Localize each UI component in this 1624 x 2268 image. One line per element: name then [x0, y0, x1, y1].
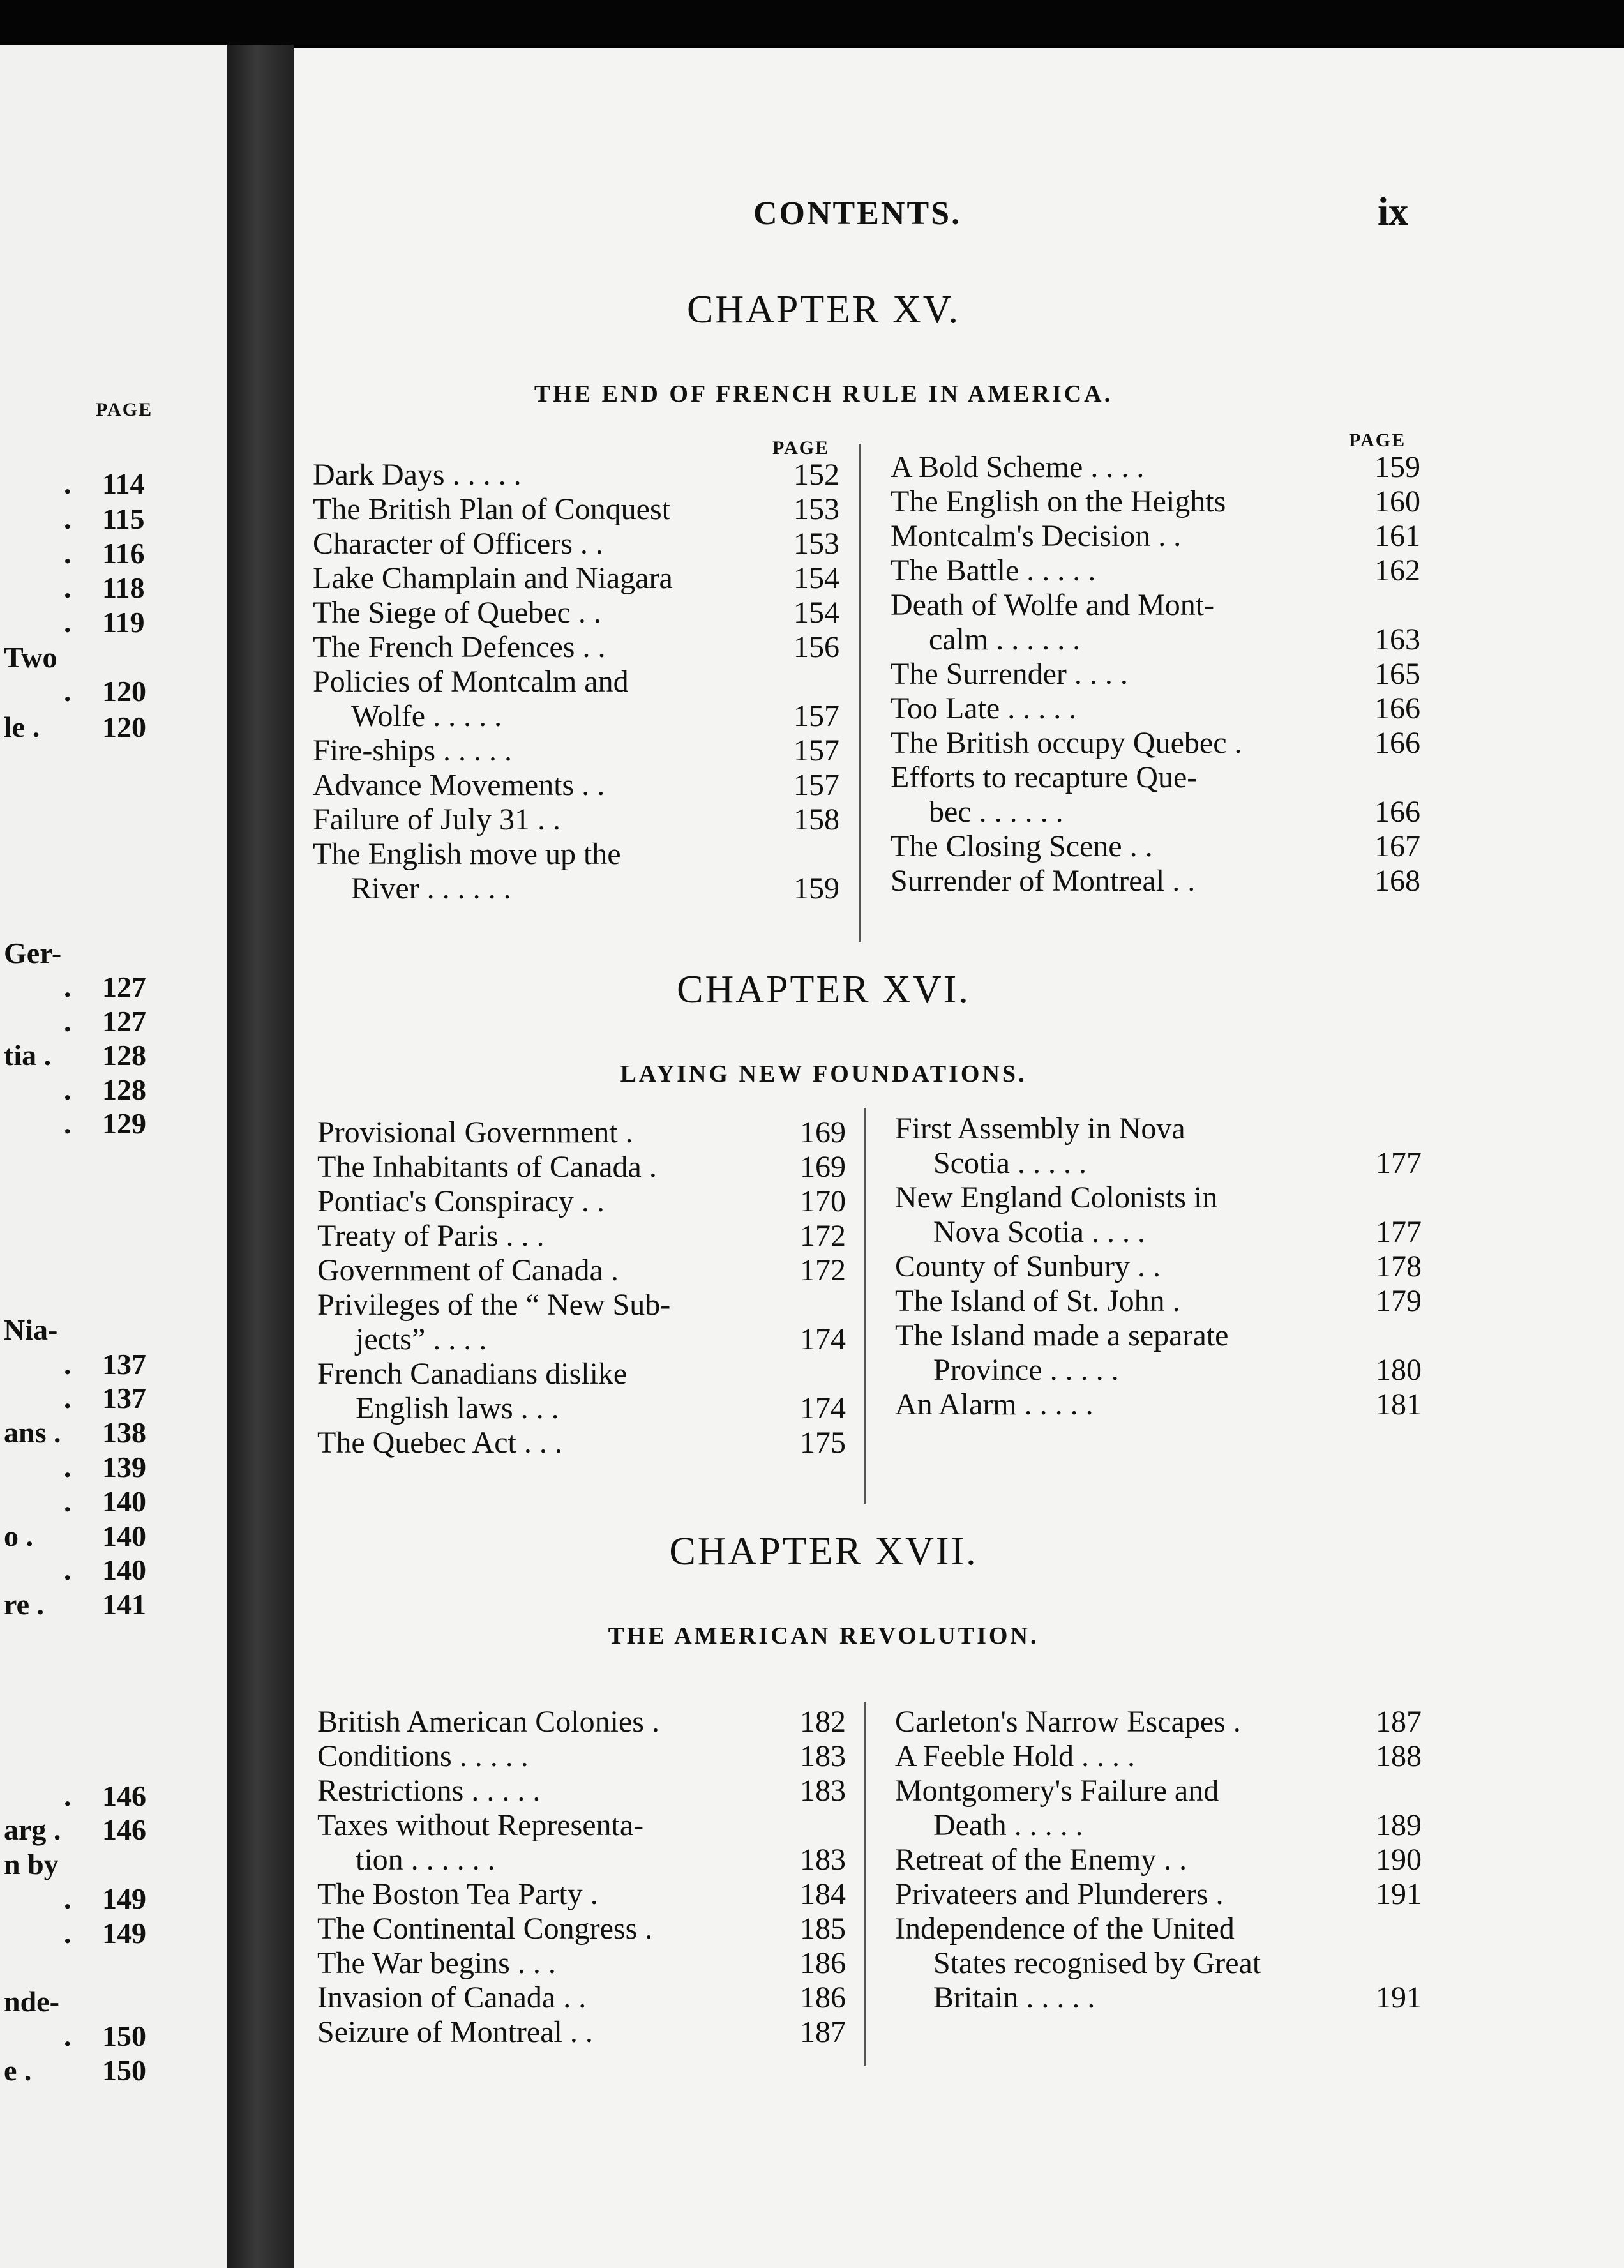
toc-entry-title: The Surrender . . . .: [891, 657, 1128, 691]
toc-entry: [313, 803, 839, 837]
toc-entry: [313, 768, 839, 803]
toc-entry-title: Privileges of the “ New Sub-: [317, 1288, 671, 1322]
left-page-line-number: 149: [102, 1917, 146, 1949]
toc-entry: [317, 1219, 846, 1253]
toc-entry-page-number: 170: [800, 1184, 846, 1218]
toc-entry-title: Montgomery's Failure and: [895, 1774, 1219, 1808]
left-page-line-text: .: [64, 606, 71, 639]
toc-entry-title-continued: Britain . . . . .: [933, 1981, 1095, 2015]
toc-entry: [317, 1253, 846, 1288]
toc-entry: [317, 1426, 846, 1460]
toc-entry-title: Restrictions . . . . .: [317, 1774, 541, 1808]
toc-entry: [313, 665, 839, 734]
toc-entry: [317, 1739, 846, 1774]
toc-entry: [313, 458, 839, 492]
toc-entry: [891, 485, 1420, 519]
toc-entry-page-number: 186: [800, 1981, 846, 2015]
chapter-16-column-divider: [864, 1108, 866, 1504]
toc-entry-title: The English move up the: [313, 837, 621, 871]
toc-entry-page-number: 161: [1374, 519, 1420, 553]
toc-entry: [891, 657, 1420, 692]
toc-entry-title-continued: States recognised by Great: [933, 1946, 1261, 1980]
toc-entry-title: The Siege of Quebec . .: [313, 596, 601, 630]
left-page-line-text: .: [64, 1073, 71, 1106]
toc-entry-page-number: 174: [800, 1322, 846, 1356]
toc-entry: [313, 630, 839, 665]
left-page-line-text: arg .: [4, 1813, 61, 1846]
toc-entry: [317, 2015, 846, 2050]
toc-entry: [891, 829, 1420, 864]
toc-entry-page-number: 166: [1374, 795, 1420, 829]
left-page-line-text: .: [64, 1554, 71, 1586]
toc-entry-title: Policies of Montcalm and: [313, 665, 629, 699]
chapter-17-column-divider: [864, 1702, 866, 2066]
toc-entry-page-number: 159: [1374, 450, 1420, 484]
toc-entry-title: Lake Champlain and Niagara: [313, 561, 673, 595]
toc-entry-page-number: 169: [800, 1115, 846, 1149]
toc-entry-page-number: 153: [793, 527, 839, 561]
toc-entry-title-continued: jects” . . . .: [356, 1322, 487, 1356]
toc-entry-page-number: 189: [1376, 1808, 1422, 1842]
toc-entry-title: Government of Canada .: [317, 1253, 619, 1287]
left-page-line-text: .: [64, 467, 71, 500]
left-page-line-number: 120: [102, 711, 146, 743]
toc-entry-title: The Continental Congress .: [317, 1912, 653, 1946]
toc-entry-page-number: 183: [800, 1739, 846, 1773]
toc-entry-page-number: 165: [1374, 657, 1420, 691]
toc-entry-page-number: 167: [1374, 829, 1420, 863]
toc-entry-title: Taxes without Representa-: [317, 1808, 644, 1842]
toc-entry-page-number: 179: [1376, 1284, 1422, 1318]
toc-entry-title: The French Defences . .: [313, 630, 606, 664]
left-page-line-text: Nia-: [4, 1313, 58, 1346]
left-page-line-number: 138: [102, 1416, 146, 1449]
toc-entry-page-number: 187: [1376, 1705, 1422, 1739]
toc-entry-title-continued: Scotia . . . . .: [933, 1146, 1086, 1180]
toc-entry-page-number: 191: [1376, 1877, 1422, 1911]
left-page-line-text: o .: [4, 1520, 33, 1552]
toc-entry-title-continued: Death . . . . .: [933, 1808, 1083, 1842]
left-page-line-number: 149: [102, 1882, 146, 1915]
toc-entry: [891, 450, 1420, 485]
left-page-line-number: 141: [102, 1588, 146, 1621]
left-page-line-number: 146: [102, 1780, 146, 1812]
toc-entry: [313, 561, 839, 596]
toc-entry: [313, 527, 839, 561]
toc-entry-title-continued: English laws . . .: [356, 1391, 559, 1425]
toc-entry: [317, 1357, 846, 1426]
toc-entry: [317, 1705, 846, 1739]
toc-entry-page-number: 160: [1374, 485, 1420, 518]
left-page-line-number: 137: [102, 1348, 146, 1380]
toc-entry-title: The Island of St. John .: [895, 1284, 1180, 1318]
toc-entry-page-number: 185: [800, 1912, 846, 1946]
left-page-line-number: 116: [102, 537, 145, 570]
toc-entry-page-number: 166: [1374, 726, 1420, 760]
chapter-16-title: CHAPTER XVI.: [677, 968, 970, 1011]
left-page-line-text: .: [64, 1882, 71, 1915]
left-page-line-number: 128: [102, 1073, 146, 1106]
left-page-line-text: .: [64, 537, 71, 570]
toc-entry: [891, 554, 1420, 588]
left-page-line-number: 119: [102, 606, 145, 639]
toc-entry-page-number: 153: [793, 492, 839, 526]
toc-entry: [895, 1181, 1422, 1250]
toc-entry-title: County of Sunbury . .: [895, 1250, 1161, 1283]
toc-entry-title: The Boston Tea Party .: [317, 1877, 598, 1911]
toc-entry-title: A Bold Scheme . . . .: [891, 450, 1145, 484]
toc-entry-page-number: 158: [793, 803, 839, 836]
chapter-15-right-page-label: PAGE: [1349, 430, 1406, 451]
left-page-line-text: Ger-: [4, 937, 62, 969]
toc-entry-page-number: 162: [1374, 554, 1420, 587]
toc-entry-page-number: 182: [800, 1705, 846, 1739]
toc-entry-title: Failure of July 31 . .: [313, 803, 560, 836]
left-page-line-text: .: [64, 2020, 71, 2052]
chapter-17-subtitle: THE AMERICAN REVOLUTION.: [608, 1622, 1039, 1649]
toc-entry: [895, 1912, 1422, 2015]
left-page-line-number: 128: [102, 1039, 146, 1071]
toc-entry-title: British American Colonies .: [317, 1705, 659, 1739]
left-page-line-text: .: [64, 1382, 71, 1414]
toc-entry-title: Privateers and Plunderers .: [895, 1877, 1224, 1911]
left-page-line-number: 146: [102, 1813, 146, 1846]
left-page-line-number: 129: [102, 1107, 146, 1140]
chapter-15-subtitle: THE END OF FRENCH RULE IN AMERICA.: [534, 381, 1113, 407]
left-page-line-text: le .: [4, 711, 40, 743]
left-page-line-text: n by: [4, 1848, 59, 1880]
left-page-line-text: Two: [4, 641, 57, 674]
toc-entry-title: Treaty of Paris . . .: [317, 1219, 545, 1253]
toc-entry: [317, 1288, 846, 1357]
toc-entry-page-number: 157: [793, 699, 839, 733]
toc-entry-page-number: 181: [1376, 1387, 1422, 1421]
toc-entry-page-number: 169: [800, 1150, 846, 1184]
toc-entry-page-number: 172: [800, 1219, 846, 1253]
toc-entry: [313, 734, 839, 768]
toc-entry: [891, 519, 1420, 554]
toc-entry-title: Advance Movements . .: [313, 768, 605, 802]
left-page-line-text: .: [64, 1005, 71, 1038]
toc-entry-page-number: 184: [800, 1877, 846, 1911]
toc-entry-page-number: 159: [793, 872, 839, 905]
toc-entry-title: Pontiac's Conspiracy . .: [317, 1184, 605, 1218]
toc-entry-title: The British occupy Quebec .: [891, 726, 1242, 760]
toc-entry: [317, 1981, 846, 2015]
toc-entry: [895, 1112, 1422, 1181]
toc-entry-title-continued: bec . . . . . .: [929, 795, 1064, 829]
toc-entry: [891, 864, 1420, 898]
toc-entry-page-number: 180: [1376, 1353, 1422, 1387]
toc-entry-title: The Inhabitants of Canada .: [317, 1150, 657, 1184]
toc-entry: [895, 1705, 1422, 1739]
left-page-line-text: .: [64, 1917, 71, 1949]
toc-entry-page-number: 174: [800, 1391, 846, 1425]
left-page-line-text: re .: [4, 1588, 45, 1621]
toc-entry-page-number: 183: [800, 1843, 846, 1877]
toc-entry-page-number: 166: [1374, 692, 1420, 725]
toc-entry-page-number: 154: [793, 561, 839, 595]
toc-entry-title: The War begins . . .: [317, 1946, 556, 1980]
toc-entry-title-continued: River . . . . . .: [351, 872, 511, 905]
left-page-line-number: 150: [102, 2054, 146, 2087]
toc-entry-title: The English on the Heights: [891, 485, 1226, 518]
toc-entry-title: A Feeble Hold . . . .: [895, 1739, 1135, 1773]
toc-entry-title: Retreat of the Enemy . .: [895, 1843, 1187, 1877]
toc-entry-page-number: 163: [1374, 623, 1420, 656]
toc-entry: [895, 1877, 1422, 1912]
toc-entry: [891, 588, 1420, 657]
left-page-line-text: .: [64, 1348, 71, 1380]
left-page-line-text: .: [64, 1780, 71, 1812]
toc-entry: [317, 1912, 846, 1946]
toc-entry: [313, 596, 839, 630]
chapter-15-left-page-label: PAGE: [772, 437, 830, 458]
chapter-15-title: CHAPTER XV.: [686, 288, 961, 331]
toc-entry-title: Montcalm's Decision . .: [891, 519, 1182, 553]
left-page-line-number: 139: [102, 1451, 146, 1483]
left-page-line-number: 114: [102, 467, 145, 500]
left-page-line-text: .: [64, 675, 71, 707]
left-page-line-number: 120: [102, 675, 146, 707]
left-page-line-text: e .: [4, 2054, 32, 2087]
page-folio: ix: [1378, 190, 1409, 234]
toc-entry-title: The Battle . . . . .: [891, 554, 1096, 587]
toc-entry: [895, 1739, 1422, 1774]
toc-entry-title: First Assembly in Nova: [895, 1112, 1185, 1145]
toc-entry: [313, 837, 839, 906]
toc-entry: [891, 726, 1420, 760]
toc-entry-title: Character of Officers . .: [313, 527, 603, 561]
toc-entry-title-continued: Nova Scotia . . . .: [933, 1215, 1145, 1249]
toc-entry-title: Seizure of Montreal . .: [317, 2015, 593, 2049]
left-page-line-text: tia .: [4, 1039, 52, 1071]
toc-entry-page-number: 187: [800, 2015, 846, 2049]
toc-entry-title: The Island made a separate: [895, 1319, 1229, 1352]
toc-entry: [895, 1843, 1422, 1877]
toc-entry: [317, 1877, 846, 1912]
toc-entry: [317, 1150, 846, 1184]
toc-entry: [317, 1946, 846, 1981]
left-page-line-text: ans .: [4, 1416, 61, 1449]
toc-entry-page-number: 168: [1374, 864, 1420, 898]
toc-entry-title: Carleton's Narrow Escapes .: [895, 1705, 1241, 1739]
toc-entry-page-number: 186: [800, 1946, 846, 1980]
toc-entry: [895, 1284, 1422, 1319]
toc-entry-page-number: 177: [1376, 1146, 1422, 1180]
toc-entry-title: An Alarm . . . . .: [895, 1387, 1094, 1421]
toc-entry-title-continued: calm . . . . . .: [929, 623, 1081, 656]
toc-entry-page-number: 154: [793, 596, 839, 630]
left-page-line-number: 115: [102, 503, 145, 535]
left-page-page-header: PAGE: [96, 399, 153, 420]
toc-entry-page-number: 172: [800, 1253, 846, 1287]
left-page-line-number: 137: [102, 1382, 146, 1414]
toc-entry: [313, 492, 839, 527]
toc-entry-title: New England Colonists in: [895, 1181, 1218, 1214]
toc-entry: [317, 1115, 846, 1150]
toc-entry: [895, 1250, 1422, 1284]
toc-entry-page-number: 190: [1376, 1843, 1422, 1877]
left-page-line-text: .: [64, 1485, 71, 1518]
toc-entry-title: Provisional Government .: [317, 1115, 633, 1149]
toc-entry-title: The Quebec Act . . .: [317, 1426, 562, 1460]
toc-entry-title: Dark Days . . . . .: [313, 458, 522, 492]
toc-entry-page-number: 177: [1376, 1215, 1422, 1249]
toc-entry-title: Efforts to recapture Que-: [891, 760, 1198, 794]
left-page-line-number: 140: [102, 1520, 146, 1552]
left-page-line-text: .: [64, 1451, 71, 1483]
chapter-16-subtitle: LAYING NEW FOUNDATIONS.: [620, 1061, 1027, 1087]
chapter-15-column-divider: [859, 444, 861, 942]
toc-entry-title: Surrender of Montreal . .: [891, 864, 1196, 898]
left-page-line-text: .: [64, 571, 71, 604]
toc-entry: [891, 760, 1420, 829]
left-page-line-number: 118: [102, 571, 145, 604]
contents-page: [294, 48, 1624, 2268]
toc-entry-page-number: 156: [793, 630, 839, 664]
toc-entry: [317, 1774, 846, 1808]
left-page-line-number: 140: [102, 1485, 146, 1518]
toc-entry-title: Death of Wolfe and Mont-: [891, 588, 1215, 622]
toc-entry-page-number: 178: [1376, 1250, 1422, 1283]
toc-entry-title: The Closing Scene . .: [891, 829, 1153, 863]
toc-entry-title: The British Plan of Conquest: [313, 492, 670, 526]
left-page-line-text: nde-: [4, 1985, 59, 2018]
toc-entry-page-number: 157: [793, 734, 839, 767]
toc-entry: [895, 1774, 1422, 1843]
page-title: CONTENTS.: [753, 195, 962, 232]
toc-entry-title: Fire-ships . . . . .: [313, 734, 512, 767]
left-page-line-number: 140: [102, 1554, 146, 1586]
toc-entry: [895, 1387, 1422, 1422]
toc-entry-page-number: 191: [1376, 1981, 1422, 2015]
toc-entry-title: Invasion of Canada . .: [317, 1981, 587, 2015]
toc-entry-title-continued: Wolfe . . . . .: [351, 699, 502, 733]
toc-entry-page-number: 175: [800, 1426, 846, 1460]
toc-entry-title: Too Late . . . . .: [891, 692, 1077, 725]
toc-entry: [895, 1319, 1422, 1387]
toc-entry-title-continued: tion . . . . . .: [356, 1843, 495, 1877]
toc-entry: [317, 1808, 846, 1877]
book-gutter: [227, 45, 294, 2268]
toc-entry-title: Conditions . . . . .: [317, 1739, 529, 1773]
toc-entry-page-number: 157: [793, 768, 839, 802]
chapter-17-title: CHAPTER XVII.: [669, 1530, 978, 1573]
toc-entry-page-number: 188: [1376, 1739, 1422, 1773]
left-page-line-text: .: [64, 1107, 71, 1140]
left-page-line-number: 127: [102, 971, 146, 1003]
toc-entry-page-number: 152: [793, 458, 839, 492]
running-header: [294, 190, 1624, 246]
left-page-line-text: .: [64, 971, 71, 1003]
left-page-line-text: .: [64, 503, 71, 535]
toc-entry-page-number: 183: [800, 1774, 846, 1808]
left-facing-page: [0, 45, 227, 2268]
left-page-line-number: 127: [102, 1005, 146, 1038]
scan-edge-top: [0, 0, 1624, 45]
toc-entry-title: French Canadians dislike: [317, 1357, 628, 1391]
toc-entry-title: Independence of the United: [895, 1912, 1235, 1946]
toc-entry: [317, 1184, 846, 1219]
toc-entry: [891, 692, 1420, 726]
toc-entry-title-continued: Province . . . . .: [933, 1353, 1119, 1387]
left-page-line-number: 150: [102, 2020, 146, 2052]
